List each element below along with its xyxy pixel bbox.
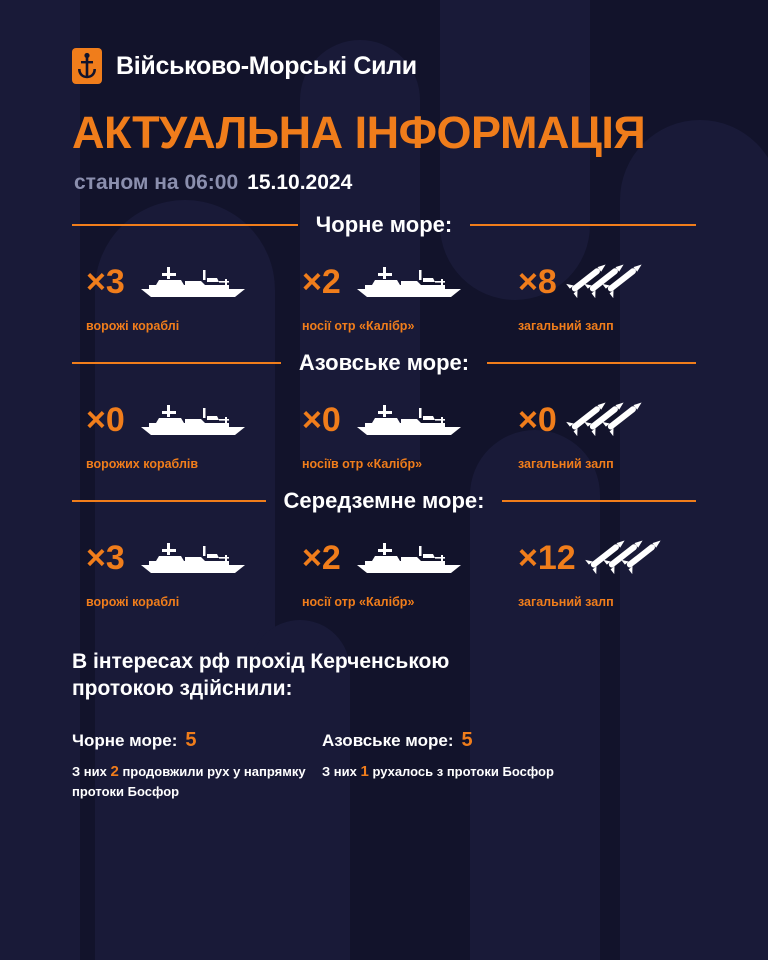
stat-card-top [302,527,465,589]
kerch-detail-prefix: З них [322,763,357,779]
stat-value: ×2 [302,263,341,301]
section-title: Азовське море: [298,350,470,375]
stat-card-top [86,389,249,451]
stat-card-top [518,251,649,313]
stat-card [60,389,276,471]
stat-card-top [86,527,249,589]
kerch-strait-title: В інтересах рф прохід Керченською протокою здійснили: [72,650,450,700]
stat-value: ×12 [518,539,576,577]
divider-left [72,500,266,502]
divider-left [72,224,298,226]
navy-anchor-icon [72,48,102,84]
stat-card-top [302,251,465,313]
stat-card-top [518,527,668,589]
warship-icon [345,399,465,441]
stat-card [492,389,708,471]
brand-header [0,0,768,84]
warship-icon [129,261,249,303]
stat-label: загальний залп [518,595,614,609]
kerch-column-header [322,729,622,752]
divider-right [470,224,696,226]
brand-title: Військово-Морські Сили [116,51,417,80]
warship-icon [345,261,465,303]
kerch-detail-value: 2 [110,762,119,780]
section-header [0,481,768,521]
kerch-sea-value: 5 [461,728,473,751]
stat-label: ворожих кораблів [86,457,199,471]
kerch-column-detail [322,761,622,783]
stat-value: ×0 [302,401,341,439]
kerch-column-header [72,729,322,752]
stat-card-top [302,389,465,451]
stat-value: ×3 [86,539,125,577]
kerch-column-black-sea [72,729,322,802]
stat-value: ×3 [86,263,125,301]
section-mediterranean-sea [0,481,768,609]
stat-card-top [518,389,649,451]
kerch-column-detail [72,761,322,802]
status-line [74,171,768,195]
stat-card-top [86,251,249,313]
kerch-detail-value: 1 [360,762,369,780]
stat-card-row [0,251,768,333]
section-title: Чорне море: [315,212,453,237]
stat-card-row [0,389,768,471]
stat-value: ×2 [302,539,341,577]
status-prefix: станом на 06:00 [74,171,239,194]
stat-label: загальний залп [518,457,614,471]
stat-card-row [0,527,768,609]
kerch-strait-columns [72,729,768,802]
stat-card [492,527,708,609]
missiles-icon [580,535,668,581]
stat-card [492,251,708,333]
missiles-icon [561,259,649,305]
kerch-detail-suffix: рухалось з протоки Босфор [372,763,554,779]
missiles-icon [561,397,649,443]
section-black-sea [0,205,768,333]
section-azov-sea [0,343,768,471]
section-title: Середземне море: [283,488,485,513]
section-header [0,343,768,383]
kerch-sea-value: 5 [185,728,197,751]
stat-value: ×0 [86,401,125,439]
stat-card [276,527,492,609]
stat-label: носії отр «Калібр» [302,595,415,609]
stat-label: ворожі кораблі [86,595,180,609]
divider-right [502,500,696,502]
stat-card [60,527,276,609]
kerch-detail-suffix: продовжили рух у напрямку протоки Босфор [72,763,306,799]
kerch-strait-block [0,609,768,801]
stat-card [276,251,492,333]
stat-label: носіїв отр «Калібр» [302,457,423,471]
stat-value: ×8 [518,263,557,301]
stat-label: загальний залп [518,319,614,333]
stat-card [276,389,492,471]
kerch-detail-prefix: З них [72,763,107,779]
page-title: АКТУАЛЬНА ІНФОРМАЦІЯ [72,107,646,158]
section-header [0,205,768,245]
divider-right [487,362,696,364]
kerch-sea-name: Азовське море: [322,730,454,750]
warship-icon [345,537,465,579]
kerch-column-azov-sea [322,729,622,802]
stat-value: ×0 [518,401,557,439]
kerch-sea-name: Чорне море: [72,730,178,750]
divider-left [72,362,281,364]
stat-label: ворожі кораблі [86,319,180,333]
warship-icon [129,537,249,579]
stat-card [60,251,276,333]
warship-icon [129,399,249,441]
stat-label: носії отр «Калібр» [302,319,415,333]
status-date: 15.10.2024 [247,171,353,194]
